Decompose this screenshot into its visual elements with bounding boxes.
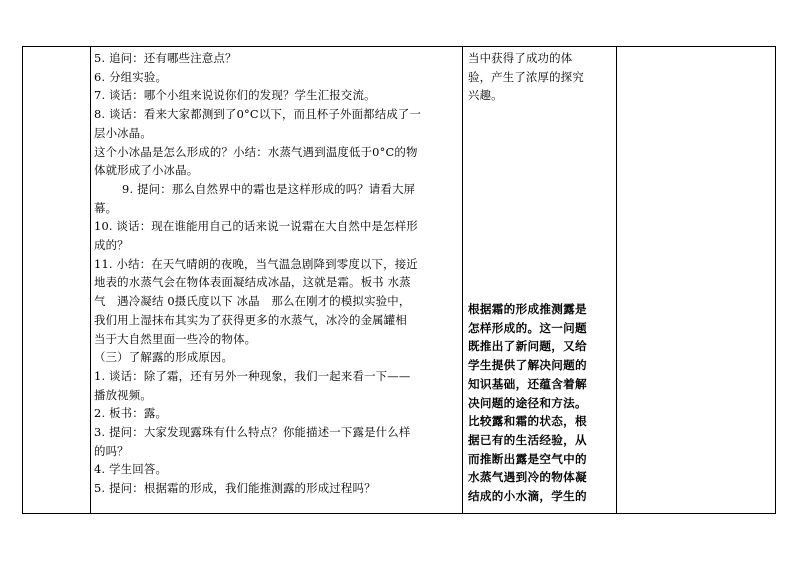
column-divider-3	[616, 46, 617, 514]
design-intent-cell	[468, 49, 614, 511]
text-line: 5. 提问：根据霜的形成，我们能推测露的形成过程吗？	[94, 481, 376, 496]
design-intent-bottom	[468, 300, 587, 506]
text-line: 气 遇冷凝结 0摄氏度以下 冰晶 那么在刚才的模拟实验中，	[94, 294, 411, 309]
text-line: 幕。	[94, 200, 118, 215]
lesson-plan-table	[22, 46, 776, 514]
text-line: 9. 提问：那么自然界中的霜也是这样形成的吗？请看大屏	[122, 181, 416, 196]
text-line: 体就形成了小冰晶。	[94, 163, 199, 178]
text-line: 决问题的途径和方法。	[468, 395, 587, 410]
table-right-border	[775, 46, 776, 514]
teaching-process-cell	[94, 49, 460, 511]
table-bottom-border	[22, 513, 776, 514]
text-line: 10. 谈话：现在谁能用自己的话来说一说霜在大自然中是怎样形	[94, 219, 418, 234]
design-intent-top	[468, 49, 614, 105]
text-line: 8. 谈话：看来大家都测到了0°C以下，而且杯子外面都结成了一	[94, 107, 422, 122]
text-line: 根据霜的形成推测露是	[468, 302, 587, 316]
text-line: 的吗？	[94, 443, 129, 458]
text-line: 成的？	[94, 238, 129, 253]
text-line: 4. 学生回答。	[94, 462, 168, 477]
text-line: 当于大自然里面一些冷的物体。	[94, 331, 257, 346]
text-line: 怎样形成的。这一问题	[468, 320, 587, 335]
text-line: 3. 提问：大家发现露珠有什么特点？你能描述一下露是什么样	[94, 425, 411, 440]
text-line: 这个小冰晶是怎么形成的？小结：水蒸气遇到温度低于0°C的物	[94, 144, 418, 159]
text-line: 当中获得了成功的体	[468, 51, 573, 65]
table-left-border	[22, 46, 23, 514]
text-line: 11. 小结：在天气晴朗的夜晚，当气温急剧降到零度以下，接近	[94, 256, 418, 271]
text-line: 既推出了新问题，又给	[468, 339, 587, 354]
text-line: 我们用上湿抹布其实为了获得更多的水蒸气，冰冷的金属罐相	[94, 312, 407, 327]
text-line: 据已有的生活经验，从	[468, 432, 587, 447]
text-line: 知识基础，还蕴含着解	[468, 376, 587, 391]
text-line: （三）了解露的形成原因。	[94, 350, 234, 365]
text-line: 结成的小水滴，学生的	[468, 489, 587, 504]
text-line: 层小冰晶。	[94, 125, 152, 140]
text-line: 播放视频。	[94, 387, 152, 402]
text-line: 2. 板书：露。	[94, 406, 168, 421]
column-divider-2	[462, 46, 463, 514]
column-divider-1	[90, 46, 91, 514]
text-line: 1. 谈话：除了霜，还有另外一种现象，我们一起来看一下——	[94, 368, 411, 383]
text-line: 验，产生了浓厚的探究	[468, 69, 584, 84]
text-line: 兴趣。	[468, 88, 503, 103]
text-line: 而推断出露是空气中的	[468, 451, 587, 466]
text-line: 比较露和霜的状态，根	[468, 414, 587, 429]
text-line: 5. 追问：还有哪些注意点？	[94, 51, 237, 65]
text-line: 水蒸气遇到冷的物体凝	[468, 470, 587, 485]
text-line: 7. 谈话：哪个小组来说说你们的发现？学生汇报交流。	[94, 88, 376, 103]
text-line: 地表的水蒸气会在物体表面凝结成冰晶，这就是霜。板书 水蒸	[94, 275, 411, 290]
text-line: 学生提供了解决问题的	[468, 358, 587, 373]
table-top-border	[22, 46, 776, 47]
text-line: 6. 分组实验。	[94, 69, 168, 84]
